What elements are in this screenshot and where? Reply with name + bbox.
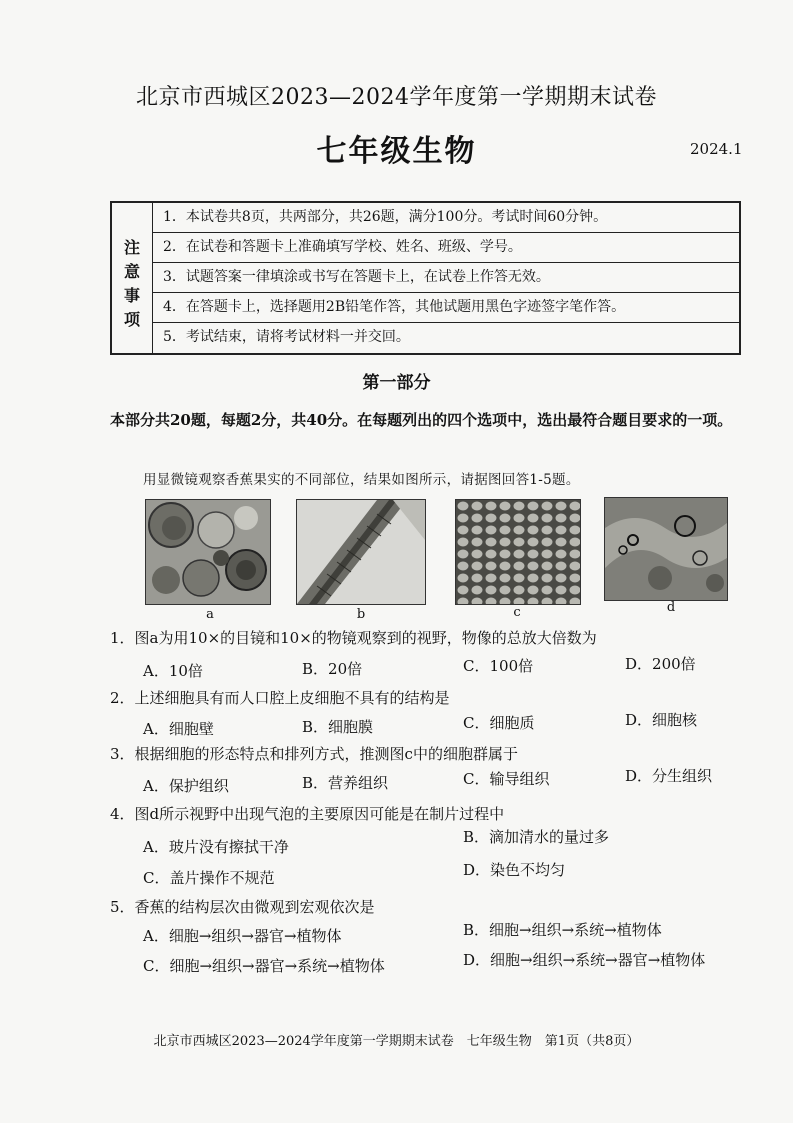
micrograph-c <box>455 499 581 605</box>
option-c: C．细胞→组织→器官→系统→植物体 <box>143 957 385 975</box>
micrograph-b <box>296 499 426 605</box>
figure-label-c: c <box>513 605 521 620</box>
figure-label-a: a <box>206 607 214 622</box>
question-lead: 用显微镜观察香蕉果实的不同部位，结果如图所示，请据图回答1-5题。 <box>143 472 580 488</box>
option-b: B．滴加清水的量过多 <box>463 828 610 846</box>
option-c: C．100倍 <box>463 657 534 675</box>
exam-date: 2024.1 <box>690 140 743 158</box>
option-c: C．细胞质 <box>463 714 535 732</box>
micrograph-a <box>145 499 271 605</box>
option-a: A．10倍 <box>143 662 203 680</box>
notice-item: 4．在答题卡上，选择题用2B铅笔作答，其他试题用黑色字迹签字笔作答。 <box>153 293 739 323</box>
option-a: A．保护组织 <box>143 777 229 795</box>
figure-label-d: d <box>666 600 676 615</box>
option-b: B．细胞→组织→系统→植物体 <box>463 921 662 939</box>
notice-item: 2．在试卷和答题卡上准确填写学校、姓名、班级、学号。 <box>153 233 739 263</box>
page-footer: 北京市西城区2023—2024学年度第一学期期末试卷 七年级生物 第1页（共8页） <box>153 1034 640 1049</box>
question-stem: 3．根据细胞的形态特点和排列方式，推测图c中的细胞群属于 <box>110 745 518 763</box>
option-d: D．分生组织 <box>625 767 713 785</box>
question-stem: 1．图a为用10×的目镜和10×的物镜观察到的视野，物像的总放大倍数为 <box>110 629 597 647</box>
option-a: A．细胞壁 <box>143 720 214 738</box>
option-d: D．细胞核 <box>625 711 698 729</box>
notice-label-char: 事 <box>124 286 141 305</box>
part-instruction: 本部分共20题，每题2分，共40分。在每题列出的四个选项中，选出最符合题目要求的一项。 <box>110 411 733 429</box>
notice-item: 1．本试卷共8页，共两部分，共26题，满分100分。考试时间60分钟。 <box>153 203 739 233</box>
notice-box <box>110 201 741 355</box>
notice-item: 5．考试结束，请将考试材料一并交回。 <box>163 329 410 345</box>
question-stem: 4．图d所示视野中出现气泡的主要原因可能是在制片过程中 <box>110 805 505 823</box>
option-d: D．染色不均匀 <box>463 861 566 879</box>
option-d: D．细胞→组织→系统→器官→植物体 <box>463 951 706 969</box>
notice-label-char: 项 <box>124 310 141 329</box>
option-a: A．玻片没有擦拭干净 <box>143 838 289 856</box>
notice-label <box>112 203 153 353</box>
option-c: C．盖片操作不规范 <box>143 869 275 887</box>
option-a: A．细胞→组织→器官→植物体 <box>143 927 342 945</box>
notice-label-char: 意 <box>124 262 141 281</box>
option-b: B．细胞膜 <box>302 718 374 736</box>
option-b: B．营养组织 <box>302 774 389 792</box>
subject-title: 七年级生物 <box>316 134 477 169</box>
micrograph-d <box>604 497 728 601</box>
notice-items <box>153 203 739 352</box>
question-stem: 2．上述细胞具有而人口腔上皮细胞不具有的结构是 <box>110 689 450 707</box>
option-d: D．200倍 <box>625 655 696 673</box>
option-c: C．输导组织 <box>463 770 550 788</box>
question-stem: 5．香蕉的结构层次由微观到宏观依次是 <box>110 898 375 916</box>
notice-label-char: 注 <box>124 238 141 257</box>
option-b: B．20倍 <box>302 660 363 678</box>
exam-title: 北京市西城区2023—2024学年度第一学期期末试卷 <box>136 85 657 110</box>
part-title: 第一部分 <box>362 373 431 393</box>
figure-label-b: b <box>356 607 366 622</box>
notice-item: 3．试题答案一律填涂或书写在答题卡上，在试卷上作答无效。 <box>153 263 739 293</box>
